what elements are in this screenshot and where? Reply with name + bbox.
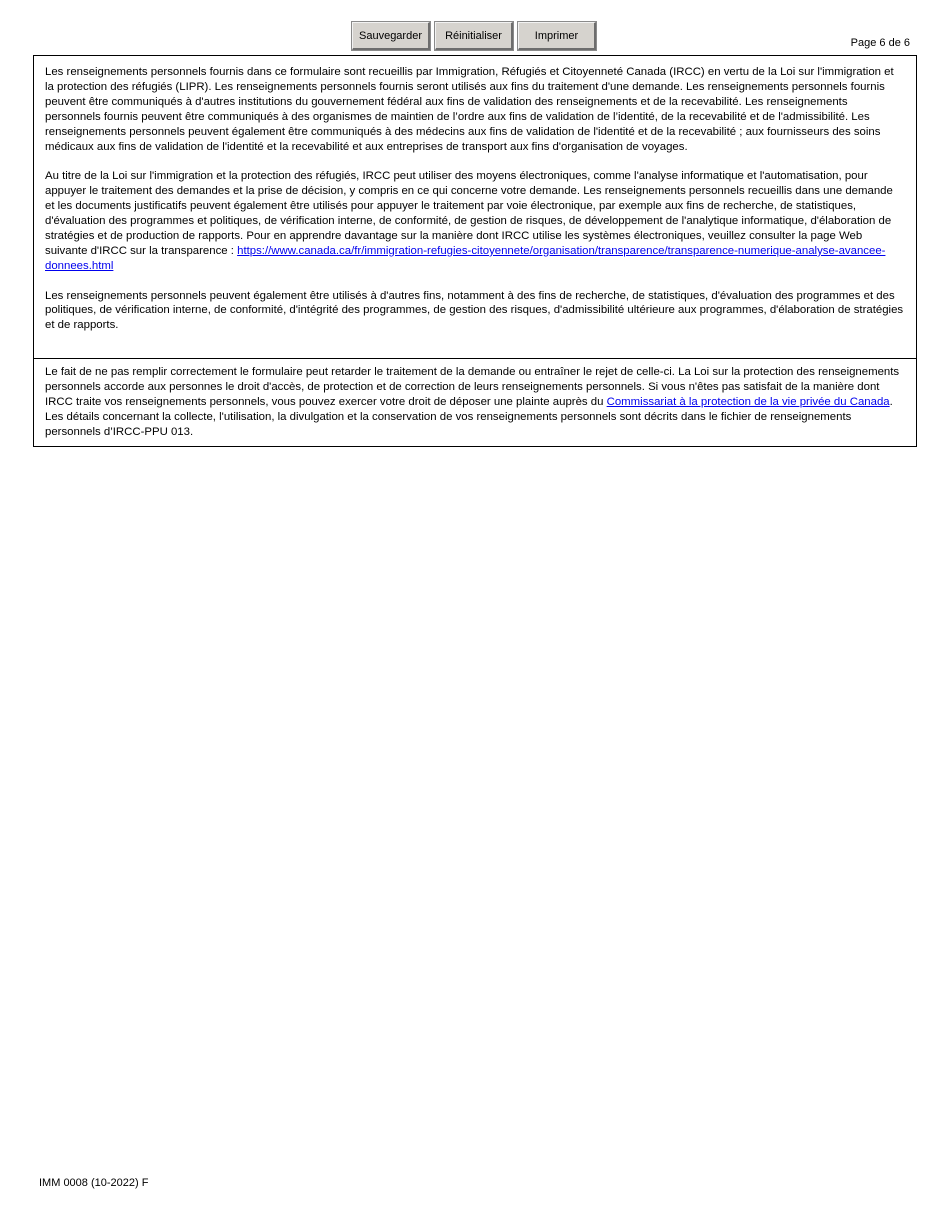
privacy-paragraph-other-uses: Les renseignements personnels peuvent également être utilisés à d'autres fins, notamment à des fins de recherche, de statistiques, d'évaluation des programmes et des politiques, de vérification interne, de conformité, d'intégrité des programmes, de gestion des risques, d'admissibilité ultérieure aux programmes, d'élaboration de stratégies et de rapports.	[45, 289, 904, 332]
rights-notice-box	[33, 358, 917, 447]
form-toolbar	[352, 22, 596, 50]
privacy-commissioner-link[interactable]: Commissariat à la protection de la vie privée du Canada	[606, 395, 890, 408]
reset-button[interactable]: Réinitialiser	[435, 22, 513, 50]
rights-text-before-link: Le fait de ne pas remplir correctement le formulaire peut retarder le traitement de la demande ou entraîner le rejet de celle-ci. La Loi sur la protection des renseignements personnels accorde aux personnes le droit d'accès, de protection et de correction de leurs renseignements personnels. Si vous n'êtes pas satisfait de la manière dont IRCC traite vos renseignements personnels, vous pouvez exercer votre droit de déposer une plainte auprès du	[45, 366, 900, 408]
transparency-link[interactable]: https://www.canada.ca/fr/immigration-refugies-citoyennete/organisation/transparence/transparence-numerique-analyse-avancee-donnees.html	[45, 244, 886, 272]
privacy-paragraph-electronic-text: Au titre de la Loi sur l'immigration et la protection des réfugiés, IRCC peut utiliser des moyens électroniques, comme l'analyse informatique et l'automatisation, pour appuyer le traitement des demandes et la prise de décision, y compris en ce qui concerne votre demande. Les renseignements personnels recueillis dans une demande et les documents justificatifs peuvent également être utilisés pour appuyer le traitement par voie électronique, par exemple aux fins de recherche, de statistiques, d'évaluation des programmes et politiques, de vérification interne, de conformité, de gestion de risques, de développement de l'analytique informatique, d'élaboration de stratégies et de production de rapports. Pour en apprendre davantage sur la manière dont IRCC utilise les systèmes électroniques, veuillez consulter la page Web suivante d'IRCC sur la transparence :	[45, 170, 893, 257]
privacy-paragraph-electronic-processing	[45, 169, 905, 273]
rights-text-after-link: . Les détails concernant la collecte, l'utilisation, la divulgation et la conservation de vos renseignements personnels sont décrits dans le fichier de renseignements personnels d’IRCC-PPU 013.	[45, 395, 893, 438]
privacy-notice-box	[33, 55, 917, 359]
print-button[interactable]: Imprimer	[518, 22, 596, 50]
save-button[interactable]: Sauvegarder	[352, 22, 430, 50]
rights-paragraph	[45, 365, 905, 440]
privacy-paragraph-collection: Les renseignements personnels fournis dans ce formulaire sont recueillis par Immigration, Réfugiés et Citoyenneté Canada (IRCC) en vertu de la Loi sur l'immigration et la protection des réfugiés (LIPR). Les renseignements personnels fournis seront utilisés aux fins du traitement d'une demande. Les renseignements personnels fournis peuvent être communiqués à d'autres institutions du gouvernement fédéral aux fins de validation des renseignements et de la recevabilité. Les renseignements personnels fournis peuvent être communiqués à des organismes de maintien de l’ordre aux fins de validation de l’identité, de la recevabilité et de l'admissibilité. Les renseignements personnels peuvent également être communiqués à des médecins aux fins de validation de l'identité et de la recevabilité ; aux fournisseurs des soins médicaux aux fins de validation de l'identité et la recevabilité et aux entreprises de transport aux fins d'organisation de voyages.	[45, 66, 894, 153]
form-code: IMM 0008 (10-2022) F	[39, 1177, 149, 1189]
page-number: Page 6 de 6	[850, 37, 910, 49]
